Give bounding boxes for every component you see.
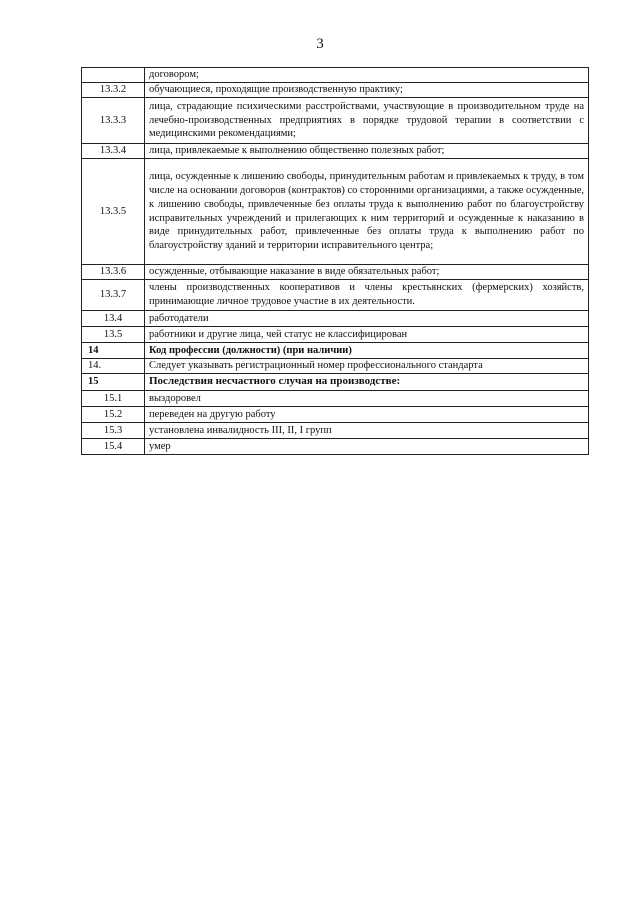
table-row	[82, 374, 589, 391]
table-row	[82, 144, 589, 159]
row-code: 13.3.3	[82, 98, 145, 144]
row-description: члены производственных кооперативов и члены крестьянских (фермерских) хозяйств, принимающие личное трудовое участие в их деятельности.	[145, 280, 589, 311]
table-row	[82, 407, 589, 423]
row-code: 14.	[82, 359, 145, 374]
row-description: лица, страдающие психическими расстройствами, участвующие в производительном труде на лечебно-производственных предприятиях в порядке трудовой терапии в соответствии с медицинскими рекомендациями;	[145, 98, 589, 144]
table-row	[82, 311, 589, 327]
table-row	[82, 327, 589, 343]
row-code: 14	[82, 343, 145, 359]
table-row	[82, 265, 589, 280]
table-row	[82, 423, 589, 439]
row-description: переведен на другую работу	[145, 407, 589, 423]
table-row	[82, 68, 589, 83]
row-description: лица, привлекаемые к выполнению общественно полезных работ;	[145, 144, 589, 159]
table-row	[82, 391, 589, 407]
row-code: 13.3.4	[82, 144, 145, 159]
classification-table	[81, 67, 589, 455]
table-row	[82, 98, 589, 144]
row-description: договором;	[145, 68, 589, 83]
table-row	[82, 439, 589, 455]
row-description: лица, осужденные к лишению свободы, принудительным работам и привлекаемых к труду, в том числе на основании договоров (контрактов) со сторонними организациями, а также осужденные, к лишению свободы, привлеченные без оплаты труда к выполнению работ по благоустройству исправительных учреждений и прилегающих к ним территорий и осужденные к наказанию в виде принудительных работ, привлеченные без оплаты труда к выполнению работ по благоустройству зданий и территории исправительного центра;	[145, 159, 589, 265]
row-description: Последствия несчастного случая на производстве:	[145, 374, 589, 391]
table-row	[82, 359, 589, 374]
row-code: 13.4	[82, 311, 145, 327]
table-row	[82, 343, 589, 359]
row-code	[82, 68, 145, 83]
row-code: 15	[82, 374, 145, 391]
row-description: выздоровел	[145, 391, 589, 407]
table-row	[82, 83, 589, 98]
table-row	[82, 159, 589, 265]
row-code: 15.3	[82, 423, 145, 439]
row-code: 15.4	[82, 439, 145, 455]
page-number: 3	[316, 36, 324, 52]
row-code: 13.5	[82, 327, 145, 343]
row-description: установлена инвалидность III, II, I групп	[145, 423, 589, 439]
row-code: 13.3.5	[82, 159, 145, 265]
row-description: работодатели	[145, 311, 589, 327]
row-code: 15.1	[82, 391, 145, 407]
row-description: осужденные, отбывающие наказание в виде обязательных работ;	[145, 265, 589, 280]
row-description: работники и другие лица, чей статус не классифицирован	[145, 327, 589, 343]
row-description: Следует указывать регистрационный номер профессионального стандарта	[145, 359, 589, 374]
row-code: 13.3.6	[82, 265, 145, 280]
row-description: обучающиеся, проходящие производственную практику;	[145, 83, 589, 98]
row-code: 15.2	[82, 407, 145, 423]
row-description: умер	[145, 439, 589, 455]
row-code: 13.3.2	[82, 83, 145, 98]
table-row	[82, 280, 589, 311]
row-code: 13.3.7	[82, 280, 145, 311]
row-description: Код профессии (должности) (при наличии)	[145, 343, 589, 359]
